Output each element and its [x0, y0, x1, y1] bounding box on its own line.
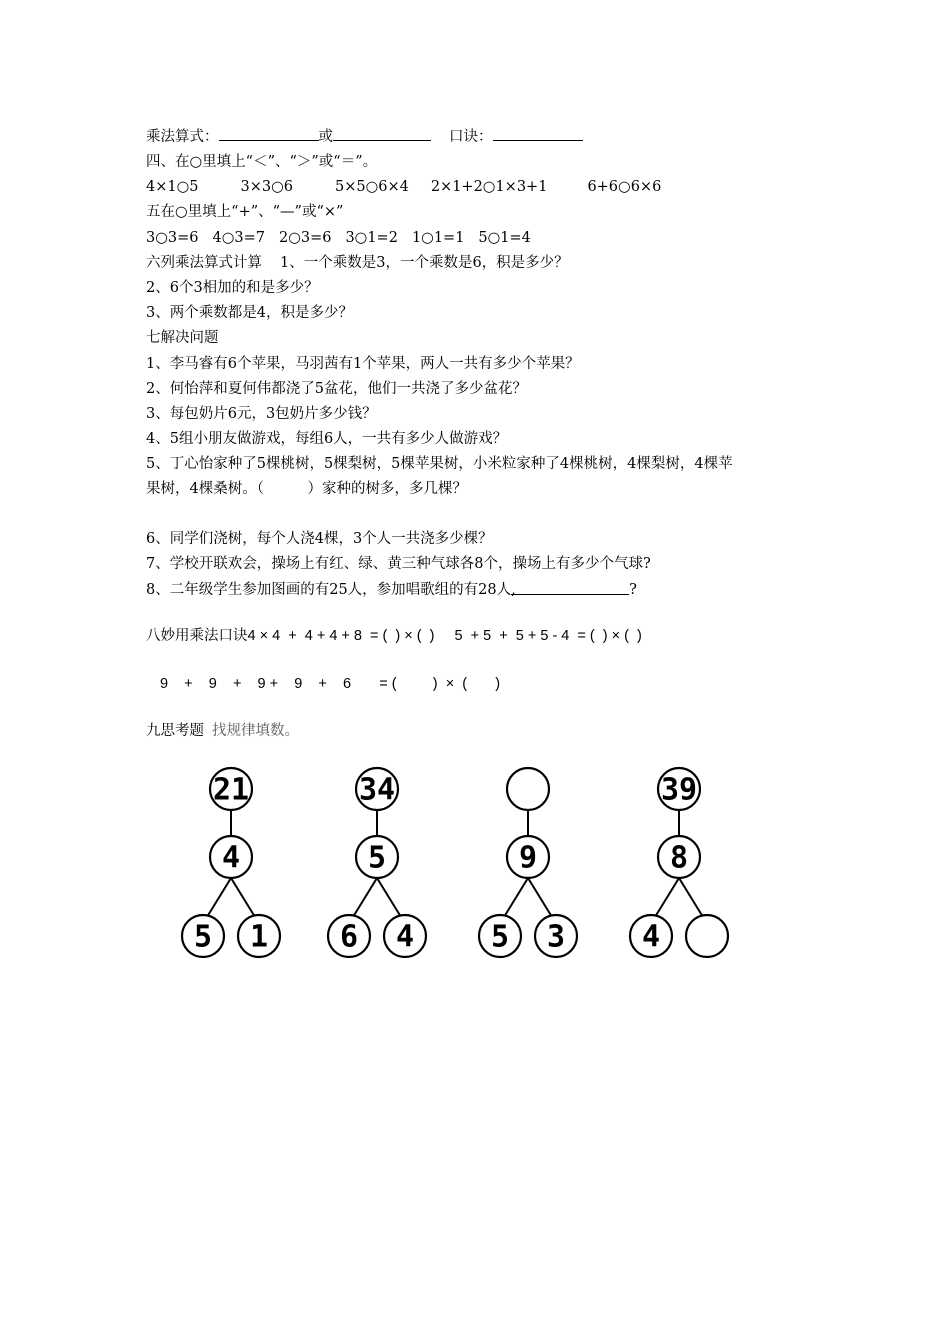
- question-text: 4、5组小朋友做游戏，每组6人，一共有多少人做游戏？: [146, 431, 508, 447]
- node-number: 34: [358, 772, 396, 808]
- tree-left-node: [630, 915, 672, 957]
- tree-right-node: [535, 915, 577, 957]
- tree-right-node: [238, 915, 280, 957]
- node-number: 21: [212, 772, 250, 808]
- rhyme-label: 口诀：: [449, 129, 493, 145]
- compare-item: 3×3○6: [240, 179, 293, 195]
- tree-top-node: [210, 768, 252, 810]
- tree-middle-node: [658, 836, 700, 878]
- node-number: 6: [339, 919, 359, 955]
- section-9-subtitle: 找规律填数。: [212, 723, 299, 739]
- tree-right-node: [384, 915, 426, 957]
- tree-top-node: [658, 768, 700, 810]
- node-number: 9: [518, 840, 538, 876]
- tree-edge: [353, 878, 377, 917]
- question-text: 5、丁心怡家种了5棵桃树，5棵梨树，5棵苹果树，小米粒家种了4棵桃树，4棵梨树，4棵苹: [146, 456, 733, 472]
- tree-edge: [528, 878, 552, 917]
- operator-item: 3○1=2: [345, 230, 398, 246]
- expression-2: 5 + 5 + 5 + 5 - 4 = ( ) × ( ): [454, 628, 642, 644]
- tree-middle-node: [507, 836, 549, 878]
- node-number: 4: [221, 840, 241, 876]
- tree-right-node[interactable]: [686, 915, 728, 957]
- node-number: 5: [367, 840, 387, 876]
- section-8-title: 八妙用乘法口诀: [146, 628, 248, 644]
- tree-1: [182, 768, 280, 957]
- node-number: 39: [660, 772, 698, 808]
- tree-edge: [679, 878, 703, 917]
- operator-item: 1○1=1: [411, 230, 465, 246]
- node-number: 1: [249, 919, 269, 955]
- operator-item: 4○3=7: [212, 230, 265, 246]
- node-number: 3: [546, 919, 566, 955]
- tree-left-node: [328, 915, 370, 957]
- node-number: 8: [669, 840, 689, 876]
- formula-label: 乘法算式：: [146, 129, 219, 145]
- section-7-title: 七解决问题: [146, 330, 219, 346]
- compare-item: 4×1○5: [146, 179, 199, 195]
- compare-item: 2×1+2○1×3+1: [430, 179, 548, 195]
- tree-2: [328, 768, 426, 957]
- node-number: 5: [490, 919, 510, 955]
- tree-left-node: [182, 915, 224, 957]
- node-number: 4: [395, 919, 415, 955]
- question-text: 1、一个乘数是3，一个乘数是6，积是多少？: [280, 255, 569, 271]
- tree-middle-node: [356, 836, 398, 878]
- section-6-title: 六列乘法算式计算: [146, 255, 262, 271]
- operator-item: 5○1=4: [478, 230, 531, 246]
- tree-3: [479, 768, 577, 957]
- or-label: 或: [318, 129, 333, 145]
- question-text: 8、二年级学生参加图画的有25人，参加唱歌组的有28人: [146, 582, 512, 598]
- tree-edge: [207, 878, 231, 917]
- question-text: 2、6个3相加的和是多少？: [146, 280, 319, 296]
- question-mark: ?: [629, 582, 637, 598]
- tree-top-node: [356, 768, 398, 810]
- section-5-title: 五在○里填上“+”、“—”或“×”: [146, 204, 344, 220]
- tree-edge: [504, 878, 528, 917]
- expression-3: 9 + 9 + 9 + 9 + 6 = ( ) × ( ): [160, 676, 501, 692]
- tree-left-node: [479, 915, 521, 957]
- section-9-title: 九思考题: [146, 723, 204, 739]
- question-text: 果树，4棵桑树。（ ）家种的树多，多几棵？: [146, 481, 467, 497]
- question-text: 1、李马睿有6个苹果，马羽茜有1个苹果，两人一共有多少个苹果？: [146, 356, 580, 372]
- expression-1: 4 × 4 + 4 + 4 + 8 = ( ) × ( ): [247, 628, 435, 644]
- compare-item: 6+6○6×6: [587, 179, 662, 195]
- section-4-title: 四、在○里填上“＜”、“＞”或“＝”。: [146, 154, 378, 170]
- question-text: 6、同学们浇树，每个人浇4棵，3个人一共浇多少棵？: [146, 531, 493, 547]
- tree-edge: [231, 878, 255, 917]
- operator-item: 3○3=6: [146, 230, 199, 246]
- node-number: 5: [193, 919, 213, 955]
- question-text: 3、两个乘数都是4，积是多少？: [146, 305, 353, 321]
- operator-item: 2○3=6: [278, 230, 332, 246]
- question-text: 7、学校开联欢会，操场上有红、绿、黄三种气球各8个，操场上有多少个气球?: [146, 556, 651, 572]
- tree-4: [630, 768, 728, 957]
- compare-item: 5×5○6×4: [334, 179, 409, 195]
- answer-blank[interactable]: ,: [511, 580, 629, 595]
- tree-middle-node: [210, 836, 252, 878]
- question-text: 2、何怡萍和夏何伟都浇了5盆花，他们一共浇了多少盆花？: [146, 381, 527, 397]
- tree-top-node[interactable]: [507, 768, 549, 810]
- node-number: 4: [641, 919, 661, 955]
- tree-edge: [377, 878, 401, 917]
- question-text: 3、每包奶片6元，3包奶片多少钱？: [146, 406, 377, 422]
- tree-edge: [655, 878, 679, 917]
